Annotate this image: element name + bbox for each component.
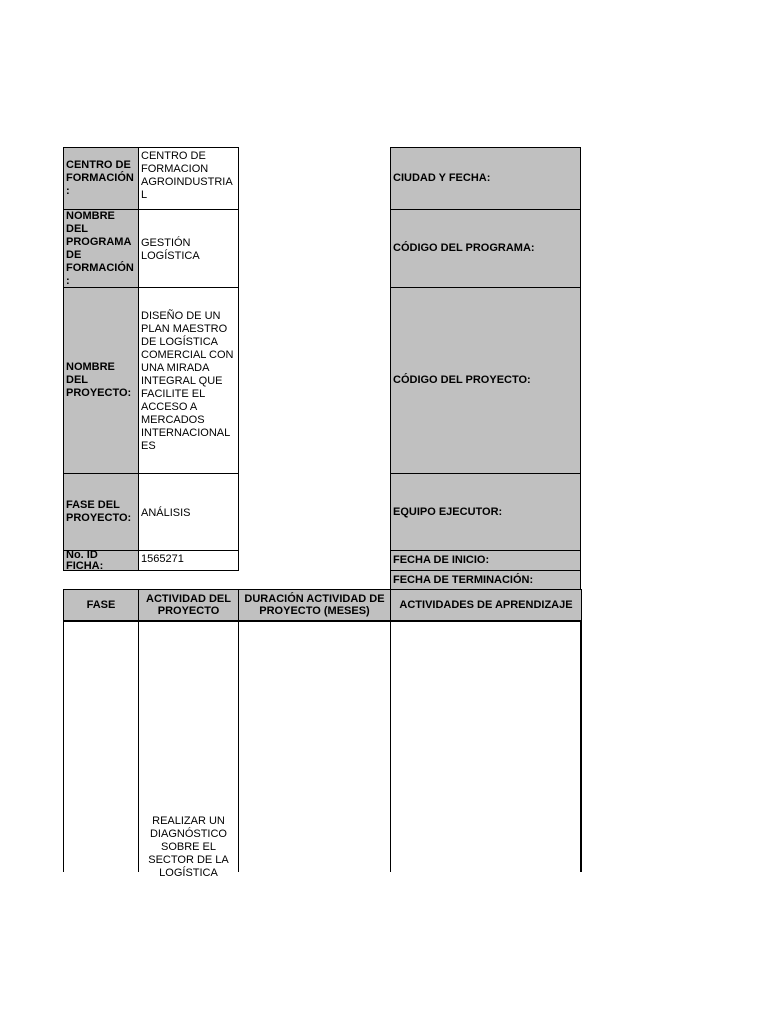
- proyecto-value: DISEÑO DE UN PLAN MAESTRO DE LOGÍSTICA COMERCIAL CON UNA MIRADA INTEGRAL QUE FACILITE EL ACCESO A MERCADOS INTERNACIONALES: [138, 287, 239, 474]
- fecha-terminacion-label: FECHA DE TERMINACIÓN:: [390, 570, 581, 590]
- header-actividad-proyecto: ACTIVIDAD DEL PROYECTO: [138, 589, 239, 622]
- ciudad-fecha-label: CIUDAD Y FECHA:: [390, 147, 581, 210]
- fase-label: FASE DEL PROYECTO:: [63, 473, 139, 551]
- fecha-inicio-label: FECHA DE INICIO:: [390, 550, 581, 571]
- proyecto-label: NOMBRE DEL PROYECTO:: [63, 287, 139, 474]
- codigo-proyecto-label: CÓDIGO DEL PROYECTO:: [390, 287, 581, 474]
- ficha-label: No. ID FICHA:: [63, 550, 139, 571]
- table-row-actividad-cell: [138, 621, 239, 879]
- equipo-ejecutor-label: EQUIPO EJECUTOR:: [390, 473, 581, 551]
- centro-label: CENTRO DE FORMACIÓN :: [63, 147, 139, 210]
- codigo-programa-label: CÓDIGO DEL PROGRAMA:: [390, 209, 581, 288]
- header-actividades-aprendizaje: ACTIVIDADES DE APRENDIZAJE: [390, 589, 582, 622]
- table-row-aprendizaje-cell: [390, 621, 582, 872]
- header-fase: FASE: [63, 589, 139, 622]
- programa-label: NOMBRE DEL PROGRAMA DE FORMACIÓN :: [63, 209, 139, 288]
- ficha-value: 1565271: [138, 550, 239, 571]
- fase-value: ANÁLISIS: [138, 473, 239, 551]
- header-duracion: DURACIÓN ACTIVIDAD DE PROYECTO (MESES): [238, 589, 391, 622]
- table-row-duracion-cell: [238, 621, 391, 872]
- programa-value: GESTIÓN LOGÍSTICA: [138, 209, 239, 288]
- centro-value: CENTRO DE FORMACION AGROINDUSTRIAL: [138, 147, 239, 210]
- table-row-fase-cell: [63, 621, 139, 872]
- actividad-text: REALIZAR UN DIAGNÓSTICO SOBRE EL SECTOR DE LA LOGÍSTICA: [148, 815, 229, 879]
